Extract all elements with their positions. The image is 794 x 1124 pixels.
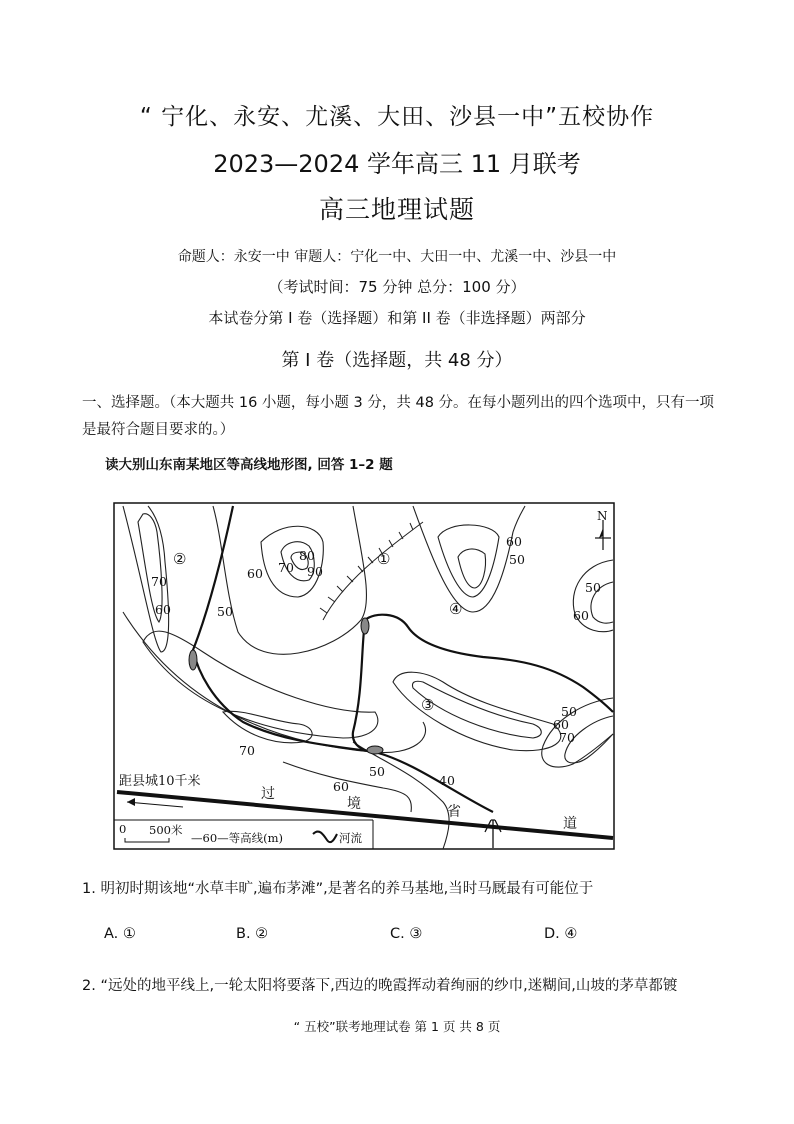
contour-label: 70 xyxy=(151,574,167,589)
question-2: 2. “远处的地平线上,一轮太阳将要落下,西边的晚霞挥动着绚丽的纱巾,迷糊间,山坡的茅草都镀 xyxy=(82,978,678,994)
contour-label: 70 xyxy=(239,743,255,758)
section-1-instruction: 一、选择题。（本大题共 16 小题，每小题 3 分，共 48 分。在每小题列出的四个选项中，只有一项是最符合题目要求的。） xyxy=(82,395,715,438)
map-intro: 读大别山东南某地区等高线地形图, 回答 1–2 题 xyxy=(105,457,393,473)
road-char-4: 道 xyxy=(563,816,577,832)
marker-4: ④ xyxy=(449,600,463,618)
exam-subject-title: 高三地理试题 xyxy=(318,195,475,224)
contour-label: 80 xyxy=(299,548,315,563)
road-char-3: 省 xyxy=(447,804,461,820)
contour-label: 50 xyxy=(561,704,577,719)
contour-label: 40 xyxy=(439,773,455,788)
distance-label: 距县城10千米 xyxy=(119,774,201,789)
lake-3 xyxy=(367,746,383,754)
contour-label: 60 xyxy=(573,608,589,623)
exam-union-title: “ 宁化、永安、尤溪、大田、沙县一中”五校协作 xyxy=(139,104,655,130)
question-1: 1. 明初时期该地“水草丰旷,遍布茅滩”,是著名的养马基地,当时马厩最有可能位于 xyxy=(82,881,594,897)
contour-label: 90 xyxy=(307,564,323,579)
road-char-1: 过 xyxy=(261,786,275,802)
north-label: N xyxy=(597,509,608,523)
marker-1: ① xyxy=(377,550,391,568)
contour-label: 60 xyxy=(155,602,171,617)
marker-2: ② xyxy=(173,550,187,568)
option-b[interactable]: B. ② xyxy=(236,926,269,942)
marker-3: ③ xyxy=(421,696,435,714)
river-legend: 河流 xyxy=(339,831,362,845)
contour-map xyxy=(113,502,615,850)
page-footer: “ 五校”联考地理试卷 第 1 页 共 8 页 xyxy=(293,1019,501,1034)
lake-2 xyxy=(361,618,369,634)
contour-label: 50 xyxy=(369,764,385,779)
exam-year-title: 2023—2024 学年高三 11 月联考 xyxy=(213,150,581,178)
contour-label: 50 xyxy=(509,552,525,567)
exam-authors: 命题人：永安一中 审题人：宁化一中、大田一中、尤溪一中、沙县一中 xyxy=(177,249,617,265)
lake-1 xyxy=(189,650,197,670)
exam-parts-note: 本试卷分第 I 卷（选择题）和第 II 卷（非选择题）两部分 xyxy=(208,309,586,327)
option-d[interactable]: D. ④ xyxy=(544,926,578,942)
contour-label: 60 xyxy=(247,566,263,581)
road-char-2: 境 xyxy=(347,796,361,812)
volume-1-title: 第 I 卷（选择题，共 48 分） xyxy=(281,350,513,371)
contour-label: 60 xyxy=(333,779,349,794)
exam-time-score: （考试时间：75 分钟 总分：100 分） xyxy=(268,278,526,296)
contour-label: 50 xyxy=(217,604,233,619)
scale-zero: 0 xyxy=(119,822,127,836)
option-a[interactable]: A. ① xyxy=(104,926,136,942)
contour-legend: —60—等高线(m) xyxy=(191,831,284,845)
contour-label: 60 xyxy=(553,717,569,732)
contour-label: 60 xyxy=(506,534,522,549)
option-c[interactable]: C. ③ xyxy=(390,926,423,942)
scale-value: 500米 xyxy=(149,823,183,837)
contour-label: 50 xyxy=(585,580,601,595)
contour-label: 70 xyxy=(559,730,575,745)
contour-label: 70 xyxy=(278,560,294,575)
